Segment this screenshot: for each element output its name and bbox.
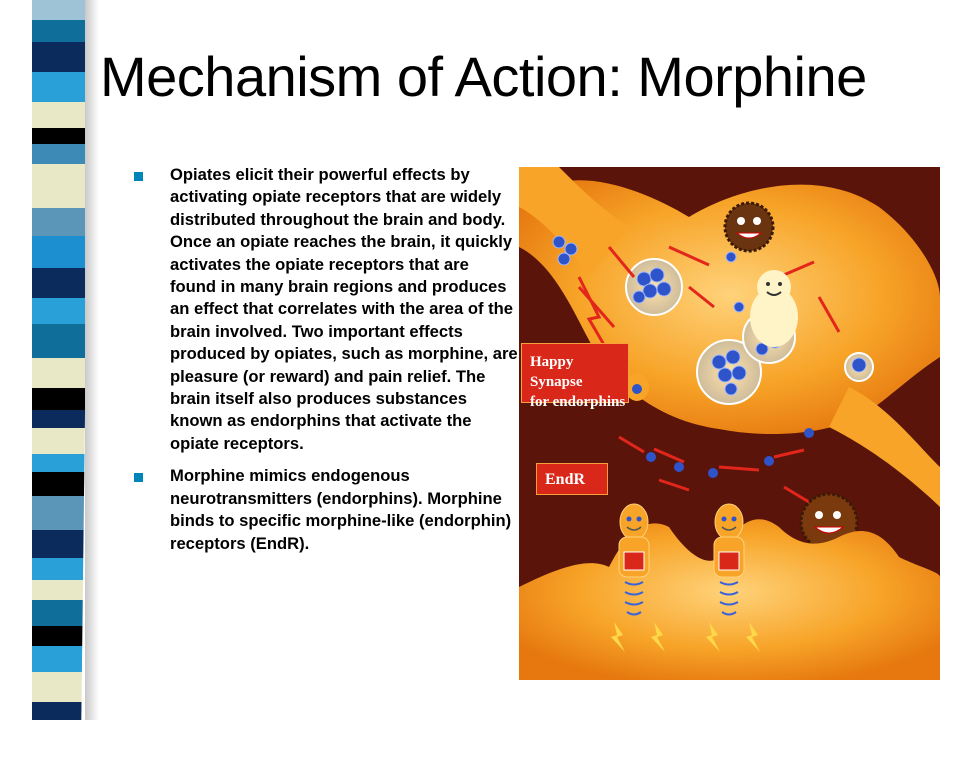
slide-title: Mechanism of Action: Morphine: [100, 45, 867, 108]
bullet-item: [132, 465, 518, 555]
decorative-stripe-bar: [32, 0, 90, 720]
happy-synapse-label: [521, 343, 629, 410]
happy-synapse-line2: for endorphins: [530, 394, 626, 410]
left-margin: [0, 0, 32, 720]
synapse-illustration: [519, 167, 940, 680]
square-bullet-icon: [134, 172, 143, 181]
synapse-drawing: [519, 167, 940, 680]
bullet-text: Opiates elicit their powerful effects by activating opiate receptors that are widely distributed throughout the brain and body. Once an opiate reaches the brain, it quickly activates the opiate receptors that are found in many brain regions and produces an effect that correlates with the area of the brain involved. Two important effects produced by opiates, such as morphine, are pleasure (or reward) and pain relief. The brain itself also produces substances known as endorphins that activate the opiate receptors.: [170, 165, 518, 453]
bullet-list: [132, 164, 518, 565]
bullet-item: [132, 164, 518, 455]
square-bullet-icon: [134, 473, 143, 482]
happy-synapse-line1: Happy Synapse: [530, 354, 583, 390]
stripe-shadow: [85, 0, 99, 720]
axon-branch: [829, 387, 940, 507]
endr-label: EndR: [536, 463, 608, 495]
bullet-text: Morphine mimics endogenous neurotransmitters (endorphins). Morphine binds to specific morphine-like (endorphin) receptors (EndR).: [170, 466, 512, 553]
